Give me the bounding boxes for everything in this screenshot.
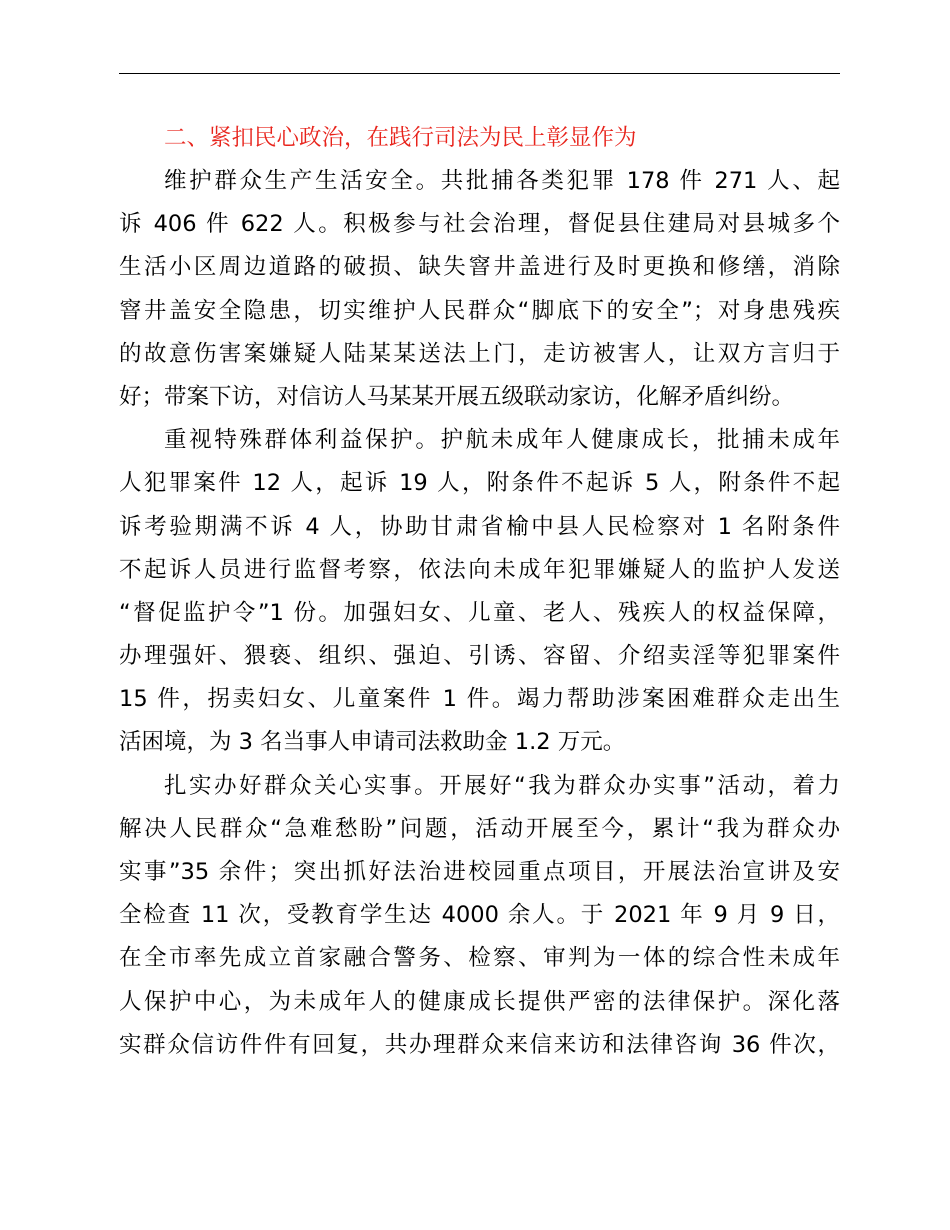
paragraph-line: “督促监护令”1 份。加强妇女、儿童、老人、残疾人的权益保障， [119, 599, 840, 626]
paragraph-line: 诉考验期满不诉 4 人，协助甘肃省榆中县人民检察对 1 名附条件 [119, 513, 840, 540]
paragraph-line: 的故意伤害案嫌疑人陆某某送法上门，走访被害人，让双方言归于 [119, 340, 840, 367]
paragraph-line: 重视特殊群体利益保护。护航未成年人健康成长，批捕未成年 [164, 427, 840, 454]
header-rule [119, 73, 840, 74]
paragraph-line: 好；带案下访，对信访人马某某开展五级联动家访，化解矛盾纠纷。 [119, 383, 795, 410]
document-body [119, 116, 840, 1067]
paragraph-special-groups [119, 419, 840, 765]
paragraph-line: 维护群众生产生活安全。共批捕各类犯罪 178 件 271 人、起 [164, 168, 840, 194]
paragraph-line: 不起诉人员进行监督考察，依法向未成年犯罪嫌疑人的监护人发送 [119, 556, 840, 583]
paragraph-line: 生活小区周边道路的破损、缺失窨井盖进行及时更换和修缮，消除 [119, 254, 840, 281]
paragraph-line: 诉 406 件 622 人。积极参与社会治理，督促县住建局对县城多个 [119, 211, 840, 238]
paragraph-line: 活困境，为 3 名当事人申请司法救助金 1.2 万元。 [119, 729, 626, 756]
paragraph-line: 全检查 11 次，受教育学生达 4000 余人。于 2021 年 9 月 9 日， [119, 902, 840, 929]
paragraph-line: 在全市率先成立首家融合警务、检察、审判为一体的综合性未成年 [119, 945, 840, 972]
paragraph-line: 15 件，拐卖妇女、儿童案件 1 件。竭力帮助涉案困难群众走出生 [119, 686, 840, 713]
paragraph-line: 实事”35 余件；突出抓好法治进校园重点项目，开展法治宣讲及安 [119, 859, 840, 885]
paragraph-line: 办理强奸、猥亵、组织、强迫、引诱、容留、介绍卖淫等犯罪案件 [119, 643, 840, 670]
section-heading: 二、紧扣民心政治，在践行司法为民上彰显作为 [164, 125, 637, 151]
paragraph-line: 扎实办好群众关心实事。开展好“我为群众办实事”活动，着力 [164, 772, 840, 799]
paragraph-line: 窨井盖安全隐患，切实维护人民群众“脚底下的安全”；对身患残疾 [119, 297, 840, 324]
paragraph-line: 解决人民群众“急难愁盼”问题，活动开展至今，累计“我为群众办 [119, 815, 840, 842]
paragraph-line: 人犯罪案件 12 人，起诉 19 人，附条件不起诉 5 人，附条件不起 [119, 470, 840, 497]
paragraph-line: 实群众信访件件有回复，共办理群众来信来访和法律咨询 36 件次， [119, 1031, 840, 1058]
paragraph-safety [119, 160, 840, 419]
paragraph-line: 人保护中心，为未成年人的健康成长提供严密的法律保护。深化落 [119, 988, 840, 1015]
paragraph-practical-matters [119, 765, 840, 1067]
